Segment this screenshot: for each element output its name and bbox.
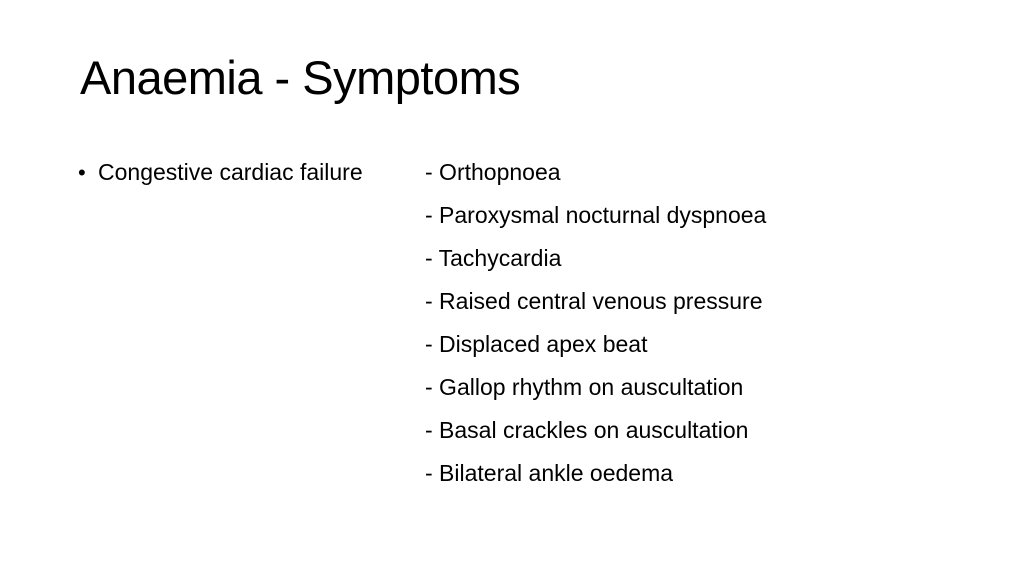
symptom-item: - Orthopnoea [425, 159, 561, 185]
symptom-item: - Tachycardia [425, 245, 562, 271]
symptom-item: - Bilateral ankle oedema [425, 460, 674, 486]
symptom-item: - Paroxysmal nocturnal dyspnoea [425, 202, 767, 228]
symptom-item: - Basal crackles on auscultation [425, 417, 749, 443]
bullet-dot-icon: • [78, 160, 86, 185]
slide-title: Anaemia - Symptoms [80, 51, 521, 104]
symptom-item: - Gallop rhythm on auscultation [425, 374, 744, 400]
symptom-item: - Displaced apex beat [425, 331, 648, 357]
symptom-list [425, 157, 766, 501]
symptom-item: - Raised central venous pressure [425, 288, 763, 314]
main-bullet-text: Congestive cardiac failure [98, 159, 363, 185]
